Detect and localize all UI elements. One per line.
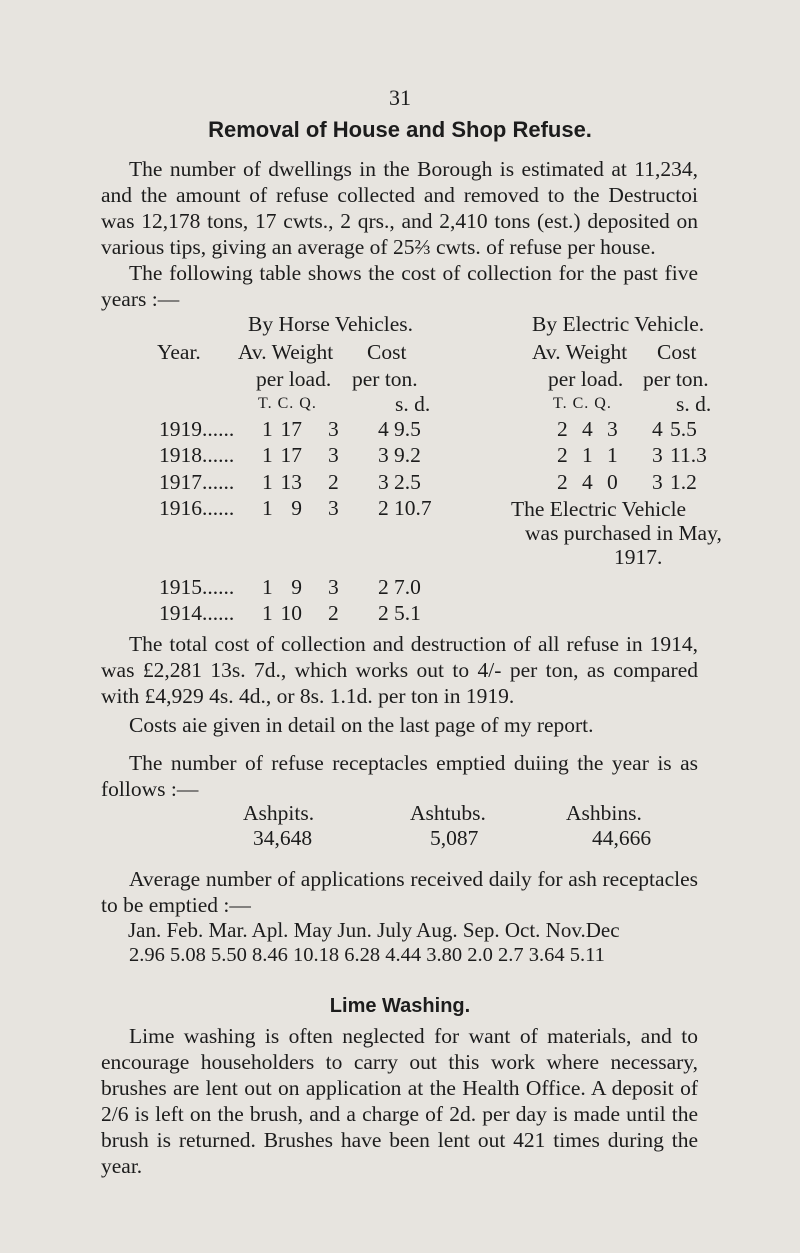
electric-vehicle-title: By Electric Vehicle. bbox=[532, 312, 705, 336]
cell-h-c: 17 bbox=[280, 417, 302, 441]
electric-cost-header: Cost bbox=[657, 340, 697, 364]
months-line: Jan. Feb. Mar. Apl. May Jun. July Aug. Sep. Oct. Nov.Dec bbox=[128, 918, 620, 942]
cell-e-c: 1 bbox=[582, 443, 593, 467]
cell-e-q: 1 bbox=[607, 443, 618, 467]
cell-h-s: 2 bbox=[378, 575, 389, 599]
page-number: 31 bbox=[389, 85, 411, 110]
horse-perload-header: per load. bbox=[256, 367, 332, 391]
electric-note-line3: 1917. bbox=[614, 545, 663, 569]
cell-e-d: 1.2 bbox=[670, 470, 697, 494]
cell-e-s: 3 bbox=[652, 443, 663, 467]
ashbins-label: Ashbins. bbox=[566, 801, 642, 825]
cell-year: 1916...... bbox=[159, 496, 235, 520]
paragraph-lime-washing: Lime washing is often neglected for want of materials, and to encourage householders to carry out this work where necessary, brushes are lent out on application at the Health Office. A deposit of 2/6 is left on the brush, and a charge of 2d. per day is made until the brush is returned. Brushes have been lent out 421 times during the year. bbox=[101, 1024, 698, 1178]
cell-h-t: 1 bbox=[262, 575, 273, 599]
paragraph-table-intro: The following table shows the cost of collection for the past five years :— bbox=[101, 261, 698, 311]
electric-tcq-units: T. C. Q. bbox=[553, 395, 612, 412]
cell-h-c: 13 bbox=[280, 470, 302, 494]
cell-e-q: 0 bbox=[607, 470, 618, 494]
electric-perton-header: per ton. bbox=[643, 367, 709, 391]
cell-h-q: 3 bbox=[328, 496, 339, 520]
cell-h-s: 2 bbox=[378, 496, 389, 520]
cell-h-s: 3 bbox=[378, 470, 389, 494]
monthly-values-line: 2.96 5.08 5.50 8.46 10.18 6.28 4.44 3.80 2.0 2.7 3.64 5.11 bbox=[129, 944, 605, 966]
cell-year: 1918...... bbox=[159, 443, 235, 467]
cell-h-q: 3 bbox=[328, 417, 339, 441]
electric-perload-header: per load. bbox=[548, 367, 624, 391]
cell-e-q: 3 bbox=[607, 417, 618, 441]
ashpits-label: Ashpits. bbox=[243, 801, 315, 825]
cell-h-q: 2 bbox=[328, 601, 339, 625]
cell-h-d: 7.0 bbox=[394, 575, 421, 599]
electric-sd-units: s. d. bbox=[676, 392, 712, 416]
cell-h-t: 1 bbox=[262, 417, 273, 441]
cell-h-t: 1 bbox=[262, 443, 273, 467]
lime-washing-heading: Lime Washing. bbox=[329, 995, 471, 1017]
cell-e-d: 11.3 bbox=[670, 443, 707, 467]
cell-h-c: 10 bbox=[280, 601, 302, 625]
paragraph-costs-detail: Costs aie given in detail on the last page of my report. bbox=[129, 713, 594, 737]
electric-note-line1: The Electric Vehicle bbox=[511, 497, 687, 521]
cell-e-s: 3 bbox=[652, 470, 663, 494]
ashtubs-value: 5,087 bbox=[430, 826, 479, 850]
ashtubs-label: Ashtubs. bbox=[410, 801, 486, 825]
horse-cost-header: Cost bbox=[367, 340, 407, 364]
cell-h-d: 5.1 bbox=[394, 601, 421, 625]
section-heading: Removal of House and Shop Refuse. bbox=[208, 117, 592, 142]
electric-note-line2: was purchased in May, bbox=[525, 521, 722, 545]
ashpits-value: 34,648 bbox=[253, 826, 313, 850]
horse-perton-header: per ton. bbox=[352, 367, 418, 391]
paragraph-dwellings: The number of dwellings in the Borough is estimated at 11,234, and the amount of refuse collected and removed to the Destructoi was 12,178 tons, 17 cwts., 2 qrs., and 2,410 tons (est.) deposited on various tips, giving an average of 25⅔ cwts. of refuse per house. bbox=[101, 157, 698, 259]
cell-e-c: 4 bbox=[582, 417, 593, 441]
cell-h-c: 9 bbox=[291, 575, 302, 599]
cell-h-s: 4 bbox=[378, 417, 389, 441]
cell-h-t: 1 bbox=[262, 601, 273, 625]
cell-e-s: 4 bbox=[652, 417, 663, 441]
cell-h-t: 1 bbox=[262, 470, 273, 494]
paragraph-receptacles: The number of refuse receptacles emptied duiing the year is as follows :— bbox=[101, 751, 698, 801]
cell-h-d: 2.5 bbox=[394, 470, 421, 494]
cell-year: 1915...... bbox=[159, 575, 235, 599]
cell-h-s: 2 bbox=[378, 601, 389, 625]
cell-h-q: 3 bbox=[328, 443, 339, 467]
cell-e-d: 5.5 bbox=[670, 417, 697, 441]
cell-h-d: 9.2 bbox=[394, 443, 421, 467]
horse-sd-units: s. d. bbox=[395, 392, 431, 416]
cell-year: 1914...... bbox=[159, 601, 235, 625]
electric-avweight-header: Av. Weight bbox=[532, 340, 628, 364]
cell-h-t: 1 bbox=[262, 496, 273, 520]
cell-year: 1919...... bbox=[159, 417, 235, 441]
cell-h-s: 3 bbox=[378, 443, 389, 467]
cell-h-c: 9 bbox=[291, 496, 302, 520]
horse-vehicles-title: By Horse Vehicles. bbox=[248, 312, 414, 336]
cell-e-t: 2 bbox=[557, 470, 568, 494]
cell-h-q: 3 bbox=[328, 575, 339, 599]
paragraph-total-cost: The total cost of collection and destruction of all refuse in 1914, was £2,281 13s. 7d., which works out to 4/- per ton, as compared with £4,929 4s. 4d., or 8s. 1.1d. per ton in 1919. bbox=[101, 632, 698, 708]
cell-h-d: 9.5 bbox=[394, 417, 421, 441]
cell-e-t: 2 bbox=[557, 443, 568, 467]
paragraph-applications: Average number of applications received daily for ash receptacles to be emptied :— bbox=[101, 867, 698, 917]
cell-year: 1917...... bbox=[159, 470, 235, 494]
cell-e-t: 2 bbox=[557, 417, 568, 441]
cell-h-q: 2 bbox=[328, 470, 339, 494]
year-header: Year. bbox=[157, 340, 201, 364]
cell-e-c: 4 bbox=[582, 470, 593, 494]
ashbins-value: 44,666 bbox=[592, 826, 652, 850]
cell-h-d: 10.7 bbox=[394, 496, 432, 520]
horse-avweight-header: Av. Weight bbox=[238, 340, 334, 364]
cell-h-c: 17 bbox=[280, 443, 302, 467]
horse-tcq-units: T. C. Q. bbox=[258, 395, 317, 412]
